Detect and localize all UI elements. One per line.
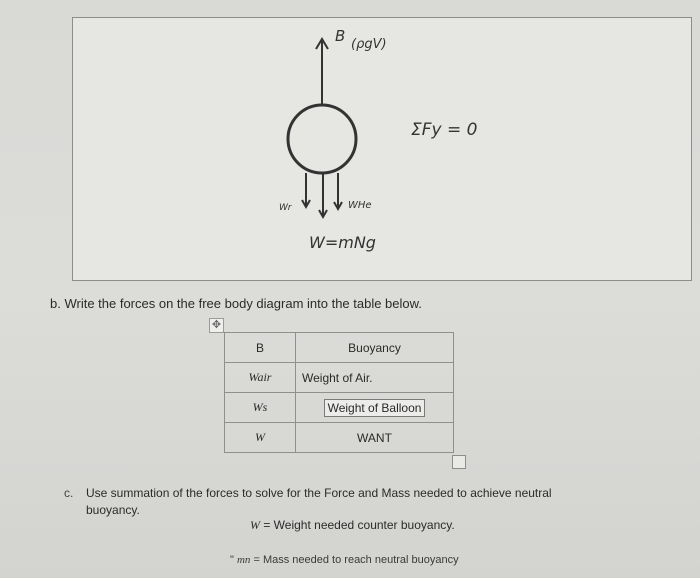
weight-variable: W [250, 518, 260, 532]
forces-table [224, 332, 454, 453]
mass-equation-prefix: " [230, 554, 234, 566]
symbol-cell[interactable]: W [225, 423, 296, 453]
mass-equation [230, 554, 459, 566]
free-body-diagram-figure [72, 17, 692, 281]
symbol-cell[interactable]: Ws [225, 393, 296, 423]
description-cell[interactable]: Buoyancy [296, 333, 454, 363]
mass-equation-text: = Mass needed to reach neutral buoyancy [250, 554, 459, 566]
equilibrium-equation: ΣFy = 0 [411, 120, 478, 140]
part-b-instruction: b. Write the forces on the free body diagram into the table below. [50, 296, 422, 311]
buoyancy-formula: (ρgV) [351, 37, 387, 52]
symbol-wair: Wair [248, 370, 272, 384]
part-c-label: c. [64, 486, 74, 500]
weight-helium-label: WHe [348, 200, 372, 211]
table-row [225, 393, 454, 423]
description-cell[interactable]: Weight of Air. [296, 363, 454, 393]
table-row [225, 333, 454, 363]
table-resize-handle[interactable] [452, 455, 466, 469]
part-c-instruction: Use summation of the forces to solve for the Force and Mass needed to achieve neutral buoyancy. [86, 486, 552, 517]
weight-of-balloon-field[interactable]: Weight of Balloon [324, 399, 426, 417]
symbol-cell[interactable] [225, 363, 296, 393]
weight-equation [250, 518, 455, 533]
weight-left-label: Wr [279, 203, 292, 213]
balloon-circle [288, 105, 356, 173]
table-row [225, 363, 454, 393]
table-move-handle-icon[interactable]: ✥ [209, 318, 224, 333]
weight-formula: W=mNg [309, 233, 376, 252]
description-cell[interactable]: WANT [296, 423, 454, 453]
mass-variable: mn [236, 554, 251, 566]
symbol-cell[interactable]: B [225, 333, 296, 363]
free-body-diagram [73, 18, 691, 280]
description-cell[interactable] [296, 393, 454, 423]
weight-equation-text: = Weight needed counter buoyancy. [260, 518, 455, 532]
table-row [225, 423, 454, 453]
buoyancy-label: B [335, 27, 346, 45]
